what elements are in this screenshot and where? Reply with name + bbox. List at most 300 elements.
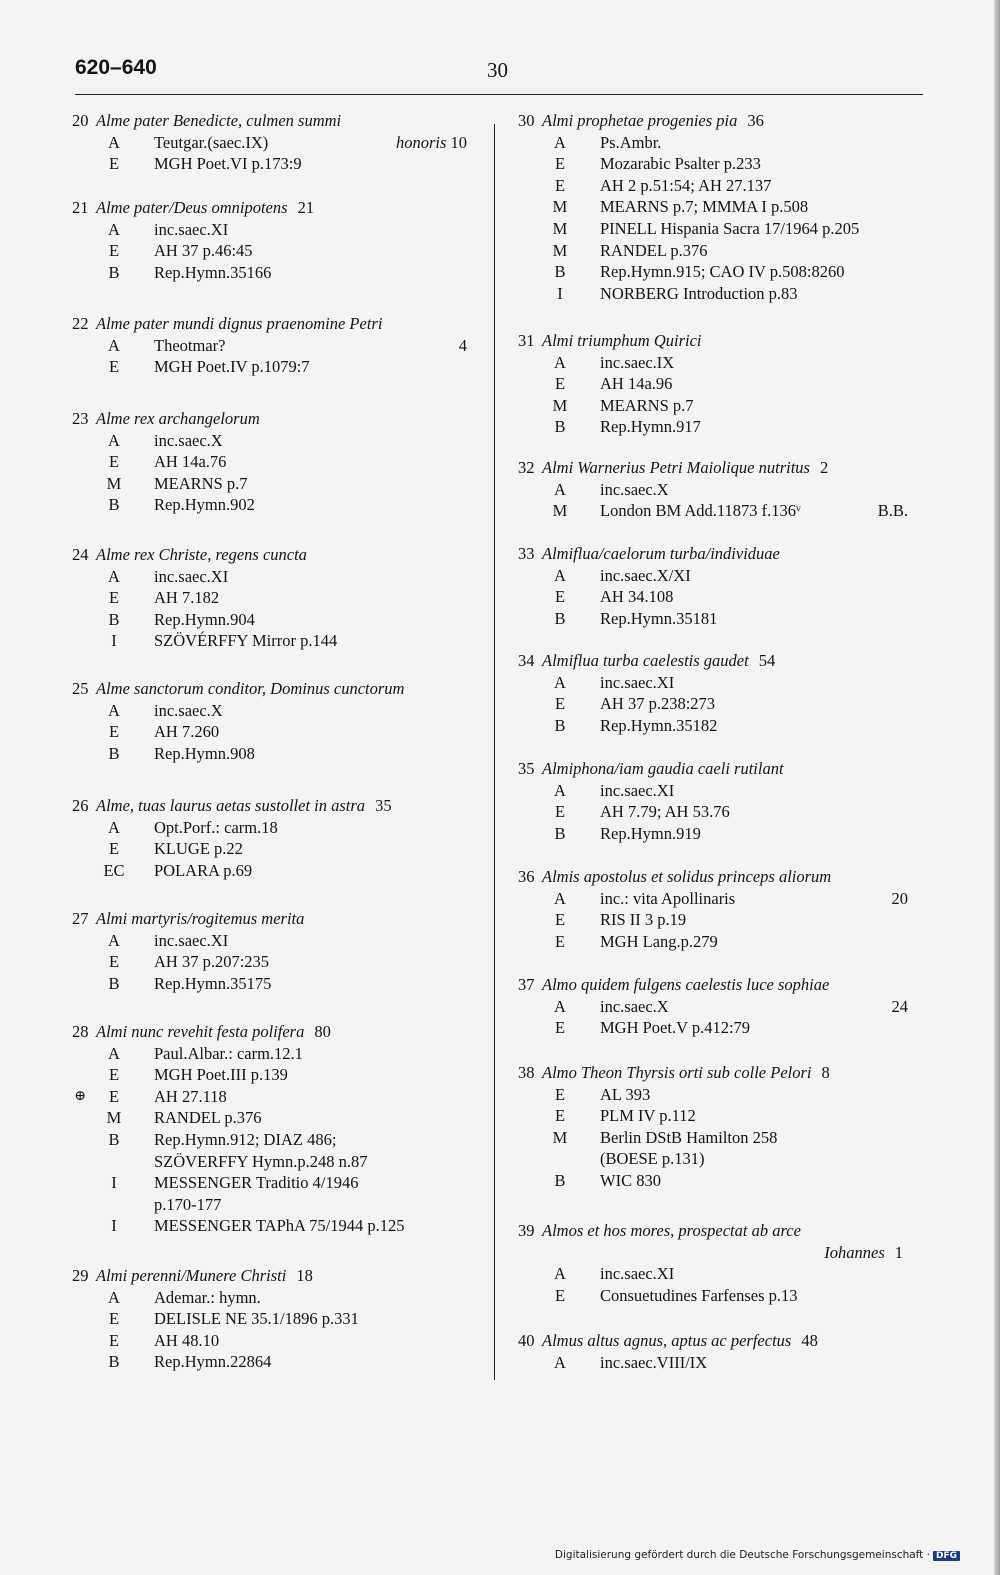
entry-count: 54 (758, 651, 776, 670)
reference-line (72, 817, 477, 839)
reference-right-note (892, 888, 909, 910)
entry-number: 29 (72, 1266, 89, 1285)
hymn-entry (518, 457, 918, 522)
reference-text: RANDEL p.376 (600, 240, 708, 260)
reference-line (518, 1285, 918, 1307)
reference-line (72, 973, 477, 995)
reference-line (72, 1151, 477, 1173)
continuation-text: Iohannes (824, 1242, 885, 1262)
reference-line (518, 672, 918, 694)
reference-text: Rep.Hymn.22864 (154, 1352, 272, 1372)
reference-code: E (108, 722, 120, 742)
hymn-entry (518, 1220, 918, 1306)
reference-line (518, 823, 918, 845)
reference-text: Rep.Hymn.915; CAO IV p.508:8260 (600, 262, 845, 282)
reference-right-note (459, 335, 467, 357)
entry-heading (72, 197, 477, 219)
reference-text: Opt.Porf.: carm.18 (154, 817, 278, 837)
reference-line (518, 240, 918, 262)
reference-code: E (554, 1106, 566, 1126)
reference-text: DELISLE NE 35.1/1896 p.331 (154, 1309, 359, 1329)
entry-heading (72, 544, 477, 566)
reference-line (518, 715, 918, 737)
reference-code: E (108, 839, 120, 859)
reference-code: E (554, 802, 566, 822)
reference-line (72, 743, 477, 765)
entry-count: 18 (296, 1266, 313, 1285)
hymn-entry (72, 313, 477, 378)
entry-number: 22 (72, 314, 89, 333)
reference-code: A (554, 1264, 566, 1284)
entry-heading (518, 650, 918, 672)
reference-text: MEARNS p.7 (154, 473, 248, 493)
entry-heading (518, 1062, 918, 1084)
reference-line (518, 909, 918, 931)
reference-text: p.170-177 (154, 1194, 222, 1214)
reference-code: M (552, 197, 568, 217)
reference-line (72, 132, 477, 154)
reference-text: Teutgar.(saec.IX) (154, 132, 269, 152)
footer-text: Digitalisierung gefördert durch die Deutsche Forschungsgemeinschaft · (554, 1549, 930, 1561)
reference-text: AH 37 p.238:273 (600, 694, 716, 714)
entry-incipit: Alme, tuas laurus aetas sustollet in astra (96, 796, 366, 815)
reference-line (518, 500, 918, 522)
reference-text: Theotmar? (154, 335, 226, 355)
reference-line (518, 1170, 918, 1192)
hymn-entry (518, 650, 918, 736)
reference-line (72, 1064, 477, 1086)
reference-line (72, 430, 477, 452)
reference-text: inc.saec.XI (154, 930, 229, 950)
reference-text: Berlin DStB Hamilton 258 (600, 1127, 778, 1147)
entry-number: 20 (72, 111, 89, 130)
reference-code: A (554, 1352, 566, 1372)
reference-line (72, 1043, 477, 1065)
entry-number: 24 (72, 545, 89, 564)
hymn-entry (518, 758, 918, 844)
hymn-entry (72, 1021, 477, 1237)
reference-text: POLARA p.69 (154, 860, 253, 880)
reference-text: PINELL Hispania Sacra 17/1964 p.205 (600, 218, 860, 238)
reference-code: B (108, 743, 120, 763)
reference-line (72, 494, 477, 516)
reference-line (518, 931, 918, 953)
reference-text: SZÖVÉRFFY Mirror p.144 (154, 631, 338, 651)
reference-text: inc.saec.X (154, 430, 223, 450)
entry-number: 26 (72, 796, 89, 815)
reference-right-value: 20 (891, 888, 908, 908)
entry-heading (518, 1330, 918, 1352)
entry-heading (518, 110, 918, 132)
reference-text: WIC 830 (600, 1170, 661, 1190)
reference-text: MGH Poet.IV p.1079:7 (154, 357, 310, 377)
hymn-entry (72, 1265, 477, 1373)
reference-text: NORBERG Introduction p.83 (600, 283, 798, 303)
reference-code: B (554, 262, 566, 282)
reference-code: A (108, 1043, 120, 1063)
reference-code: A (108, 132, 120, 152)
reference-line (72, 1215, 477, 1237)
reference-text: AH 48.10 (154, 1330, 220, 1350)
reference-line (518, 565, 918, 587)
reference-code: B (108, 973, 120, 993)
page-number: 30 (487, 58, 508, 82)
reference-right-value: 24 (891, 996, 908, 1016)
entry-incipit: Alme rex archangelorum (96, 409, 260, 428)
entry-number: 33 (518, 544, 535, 563)
reference-code: E (108, 452, 120, 472)
entry-incipit: Almi nunc revehit festa polifera (96, 1022, 305, 1041)
reference-line (518, 996, 918, 1018)
entry-heading (518, 1220, 918, 1242)
reference-code: A (554, 888, 566, 908)
hymn-entry (72, 197, 477, 283)
entry-heading (518, 974, 918, 996)
reference-line (518, 479, 918, 501)
reference-code: B (108, 495, 120, 515)
reference-code: E (108, 1330, 120, 1350)
reference-line (518, 888, 918, 910)
reference-code: B (554, 715, 566, 735)
continuation (518, 1242, 903, 1264)
reference-text: Rep.Hymn.904 (154, 609, 255, 629)
entry-incipit: Alme rex Christe, regens cuncta (96, 545, 307, 564)
reference-line (72, 1194, 477, 1216)
reference-line (518, 801, 918, 823)
hymn-entry (518, 543, 918, 629)
reference-text: SZÖVERFFY Hymn.p.248 n.87 (154, 1151, 368, 1171)
entry-count: 35 (375, 796, 392, 815)
reference-text: inc.: vita Apollinaris (600, 888, 736, 908)
reference-line (518, 352, 918, 374)
hymn-entry (518, 974, 918, 1039)
reference-line (518, 218, 918, 240)
reference-code: E (554, 175, 566, 195)
reference-code: E (554, 694, 566, 714)
reference-line (518, 1105, 918, 1127)
reference-line (72, 335, 477, 357)
reference-line (72, 860, 477, 882)
reference-line (72, 1308, 477, 1330)
header-rule (75, 94, 923, 95)
reference-text: inc.saec.IX (600, 352, 675, 372)
reference-code: M (552, 240, 568, 260)
entry-incipit: Almi triumphum Quirici (542, 331, 702, 350)
reference-line (518, 693, 918, 715)
entry-incipit: Alme pater mundi dignus praenomine Petri (96, 314, 383, 333)
reference-line (518, 196, 918, 218)
reference-text: Rep.Hymn.35181 (600, 608, 718, 628)
reference-line (72, 1351, 477, 1373)
entry-heading (72, 908, 477, 930)
reference-code: A (108, 430, 120, 450)
reference-line (518, 283, 918, 305)
reference-text: Ps.Ambr. (600, 132, 662, 152)
reference-code: M (552, 395, 568, 415)
reference-text: Rep.Hymn.912; DIAZ 486; (154, 1129, 337, 1149)
reference-line (72, 240, 477, 262)
reference-line (72, 1129, 477, 1151)
reference-code: E (108, 241, 120, 261)
entry-heading (518, 866, 918, 888)
entry-number: 21 (72, 198, 89, 217)
entry-heading (72, 1021, 477, 1043)
entry-incipit: Alme sanctorum conditor, Dominus cunctorum (96, 679, 405, 698)
entry-number: 37 (518, 975, 535, 994)
dfg-logo: DFG (933, 1551, 960, 1561)
reference-text: London BM Add.11873 f.136ᵛ (600, 501, 801, 521)
reference-line (518, 416, 918, 438)
entry-incipit: Almos et hos mores, prospectat ab arce (542, 1221, 801, 1240)
reference-line (518, 1017, 918, 1039)
reference-code: B (108, 1129, 120, 1149)
entry-number: 23 (72, 409, 89, 428)
reference-text: Rep.Hymn.35166 (154, 262, 272, 282)
reference-code: B (108, 1352, 120, 1372)
entry-heading (72, 678, 477, 700)
reference-code: A (554, 132, 566, 152)
reference-text: Rep.Hymn.35175 (154, 973, 272, 993)
entry-number: 39 (518, 1221, 535, 1240)
entry-number: 25 (72, 679, 89, 698)
reference-text: Rep.Hymn.908 (154, 743, 255, 763)
reference-code: A (554, 352, 566, 372)
reference-code: E (554, 587, 566, 607)
reference-code: E (554, 1018, 566, 1038)
reference-line (72, 153, 477, 175)
reference-line (72, 1172, 477, 1194)
funding-footer (555, 1549, 960, 1561)
reference-code: M (106, 1108, 122, 1128)
reference-code: E (108, 154, 120, 174)
hymn-entry (72, 795, 477, 881)
reference-line (72, 630, 477, 652)
hymn-entry (518, 330, 918, 438)
entry-incipit: Almi martyris/rogitemus merita (96, 909, 305, 928)
reference-right-note (878, 500, 908, 522)
entry-incipit: Almiphona/iam gaudia caeli rutilant (542, 759, 784, 778)
reference-text: RIS II 3 p.19 (600, 910, 687, 930)
reference-code: E (554, 1285, 566, 1305)
reference-text: Mozarabic Psalter p.233 (600, 154, 761, 174)
reference-text: Rep.Hymn.917 (600, 417, 701, 437)
reference-line (518, 780, 918, 802)
reference-line (72, 219, 477, 241)
reference-code: M (552, 501, 568, 521)
reference-line (518, 153, 918, 175)
hymn-entry (72, 544, 477, 652)
reference-right-value: 10 (450, 132, 467, 152)
entry-heading (518, 330, 918, 352)
entry-heading (72, 1265, 477, 1287)
reference-line (72, 1107, 477, 1129)
entry-heading (72, 110, 477, 132)
reference-code: B (108, 262, 120, 282)
reference-line (72, 262, 477, 284)
reference-line (72, 566, 477, 588)
hymn-entry (72, 110, 477, 175)
reference-code: E (554, 1084, 566, 1104)
reference-code: E (554, 374, 566, 394)
reference-text: MGH Poet.VI p.173:9 (154, 154, 302, 174)
reference-text: AH 7.182 (154, 588, 220, 608)
reference-text: Rep.Hymn.35182 (600, 715, 718, 735)
reference-code: E (554, 931, 566, 951)
column-divider (494, 124, 495, 1380)
reference-mark: ⊕ (74, 1088, 86, 1104)
entry-heading-continued (518, 1242, 918, 1264)
entry-number: 28 (72, 1022, 89, 1041)
reference-text: RANDEL p.376 (154, 1108, 262, 1128)
reference-text: AH 27.118 (154, 1086, 227, 1106)
reference-code: I (557, 283, 563, 303)
reference-text: (BOESE p.131) (600, 1149, 705, 1169)
reference-right-note (396, 132, 467, 154)
reference-code: E (108, 1309, 120, 1329)
reference-code: I (111, 631, 117, 651)
page-header (75, 56, 923, 96)
entry-incipit: Almi Warnerius Petri Maiolique nutritus (542, 458, 810, 477)
reference-text: AH 37 p.46:45 (154, 241, 253, 261)
page-edge (994, 0, 1000, 1575)
reference-code: A (108, 700, 120, 720)
reference-code: B (554, 417, 566, 437)
entry-heading (518, 758, 918, 780)
hymn-entry (72, 908, 477, 994)
reference-code: E (108, 1065, 120, 1085)
reference-line (72, 838, 477, 860)
reference-line (518, 1084, 918, 1106)
reference-code: I (111, 1216, 117, 1236)
reference-text: AL 393 (600, 1084, 651, 1104)
entry-incipit: Almiflua/caelorum turba/individuae (542, 544, 780, 563)
reference-line (518, 608, 918, 630)
reference-right-note (892, 996, 909, 1018)
reference-text: AH 2 p.51:54; AH 27.137 (600, 175, 772, 195)
reference-code: B (554, 1170, 566, 1190)
reference-text: inc.saec.XI (154, 219, 229, 239)
reference-text: Rep.Hymn.919 (600, 823, 701, 843)
entry-heading (72, 313, 477, 335)
reference-code: A (108, 335, 120, 355)
reference-text: inc.saec.VIII/IX (600, 1352, 708, 1372)
reference-line (72, 451, 477, 473)
entry-heading (72, 408, 477, 430)
reference-line (518, 373, 918, 395)
reference-text: Rep.Hymn.902 (154, 495, 255, 515)
reference-text: inc.saec.XI (600, 1264, 675, 1284)
entry-count: 21 (297, 198, 315, 217)
reference-line (518, 1148, 918, 1170)
reference-line (72, 587, 477, 609)
reference-code: M (552, 218, 568, 238)
reference-text: inc.saec.XI (600, 780, 675, 800)
reference-line (518, 1127, 918, 1149)
reference-text: MESSENGER Traditio 4/1946 (154, 1173, 359, 1193)
hymn-entry (72, 678, 477, 764)
reference-code: A (554, 780, 566, 800)
reference-text: Paul.Albar.: carm.12.1 (154, 1043, 303, 1063)
reference-text: Consuetudines Farfenses p.13 (600, 1285, 798, 1305)
reference-code: M (106, 473, 122, 493)
entry-number: 30 (518, 111, 535, 130)
reference-code: E (554, 910, 566, 930)
reference-line (72, 930, 477, 952)
entry-incipit: Almiflua turba caelestis gaudet (542, 651, 749, 670)
reference-right-value: B.B. (877, 501, 908, 521)
entry-heading (518, 543, 918, 565)
entry-count: 2 (819, 458, 829, 477)
reference-right-italic: honoris (395, 132, 447, 152)
reference-code: B (108, 609, 120, 629)
entry-incipit: Almi prophetae progenies pia (542, 111, 738, 130)
reference-text: inc.saec.X (154, 700, 223, 720)
reference-text: AH 7.260 (154, 722, 220, 742)
entry-number: 31 (518, 331, 535, 350)
continuation-count: 1 (894, 1242, 903, 1262)
reference-code: E (108, 357, 120, 377)
reference-code: I (111, 1173, 117, 1193)
entry-number: 40 (518, 1331, 535, 1350)
reference-line (518, 132, 918, 154)
entry-number: 27 (72, 909, 89, 928)
entry-count: 36 (747, 111, 764, 130)
entry-number: 35 (518, 759, 535, 778)
reference-line (518, 1352, 918, 1374)
reference-code: A (108, 219, 120, 239)
reference-line (72, 700, 477, 722)
reference-text: MGH Poet.III p.139 (154, 1065, 288, 1085)
reference-text: MEARNS p.7; MMMA I p.508 (600, 197, 809, 217)
entry-incipit: Almus altus agnus, aptus ac perfectus (542, 1331, 792, 1350)
reference-text: MGH Poet.V p.412:79 (600, 1018, 751, 1038)
reference-code: E (108, 588, 120, 608)
reference-text: MGH Lang.p.279 (600, 931, 718, 951)
reference-line (518, 1263, 918, 1285)
reference-line (72, 1330, 477, 1352)
reference-line (72, 609, 477, 631)
reference-text: Ademar.: hymn. (154, 1287, 261, 1307)
reference-code: B (554, 608, 566, 628)
reference-text: AH 14a.96 (600, 374, 673, 394)
hymn-entry (518, 866, 918, 952)
number-range: 620–640 (75, 56, 157, 79)
reference-code: E (554, 154, 566, 174)
entry-number: 38 (518, 1063, 535, 1082)
reference-text: MEARNS p.7 (600, 395, 694, 415)
reference-text: AH 7.79; AH 53.76 (600, 802, 730, 822)
reference-line (72, 356, 477, 378)
entry-number: 34 (518, 651, 535, 670)
reference-text: PLM IV p.112 (600, 1106, 696, 1126)
entry-incipit: Almo Theon Thyrsis orti sub colle Pelori (542, 1063, 812, 1082)
reference-line (72, 473, 477, 495)
reference-code: A (554, 672, 566, 692)
reference-code: A (554, 565, 566, 585)
reference-line (518, 261, 918, 283)
hymn-entry (72, 408, 477, 516)
hymn-entry (518, 1330, 918, 1373)
reference-text: AH 14a.76 (154, 452, 227, 472)
hymn-entry (518, 1062, 918, 1192)
reference-line (72, 721, 477, 743)
reference-code: A (554, 479, 566, 499)
reference-code: A (108, 817, 120, 837)
reference-line (72, 951, 477, 973)
entry-incipit: Almi perenni/Munere Christi (96, 1266, 287, 1285)
entry-count: 8 (821, 1063, 830, 1082)
reference-line (518, 586, 918, 608)
